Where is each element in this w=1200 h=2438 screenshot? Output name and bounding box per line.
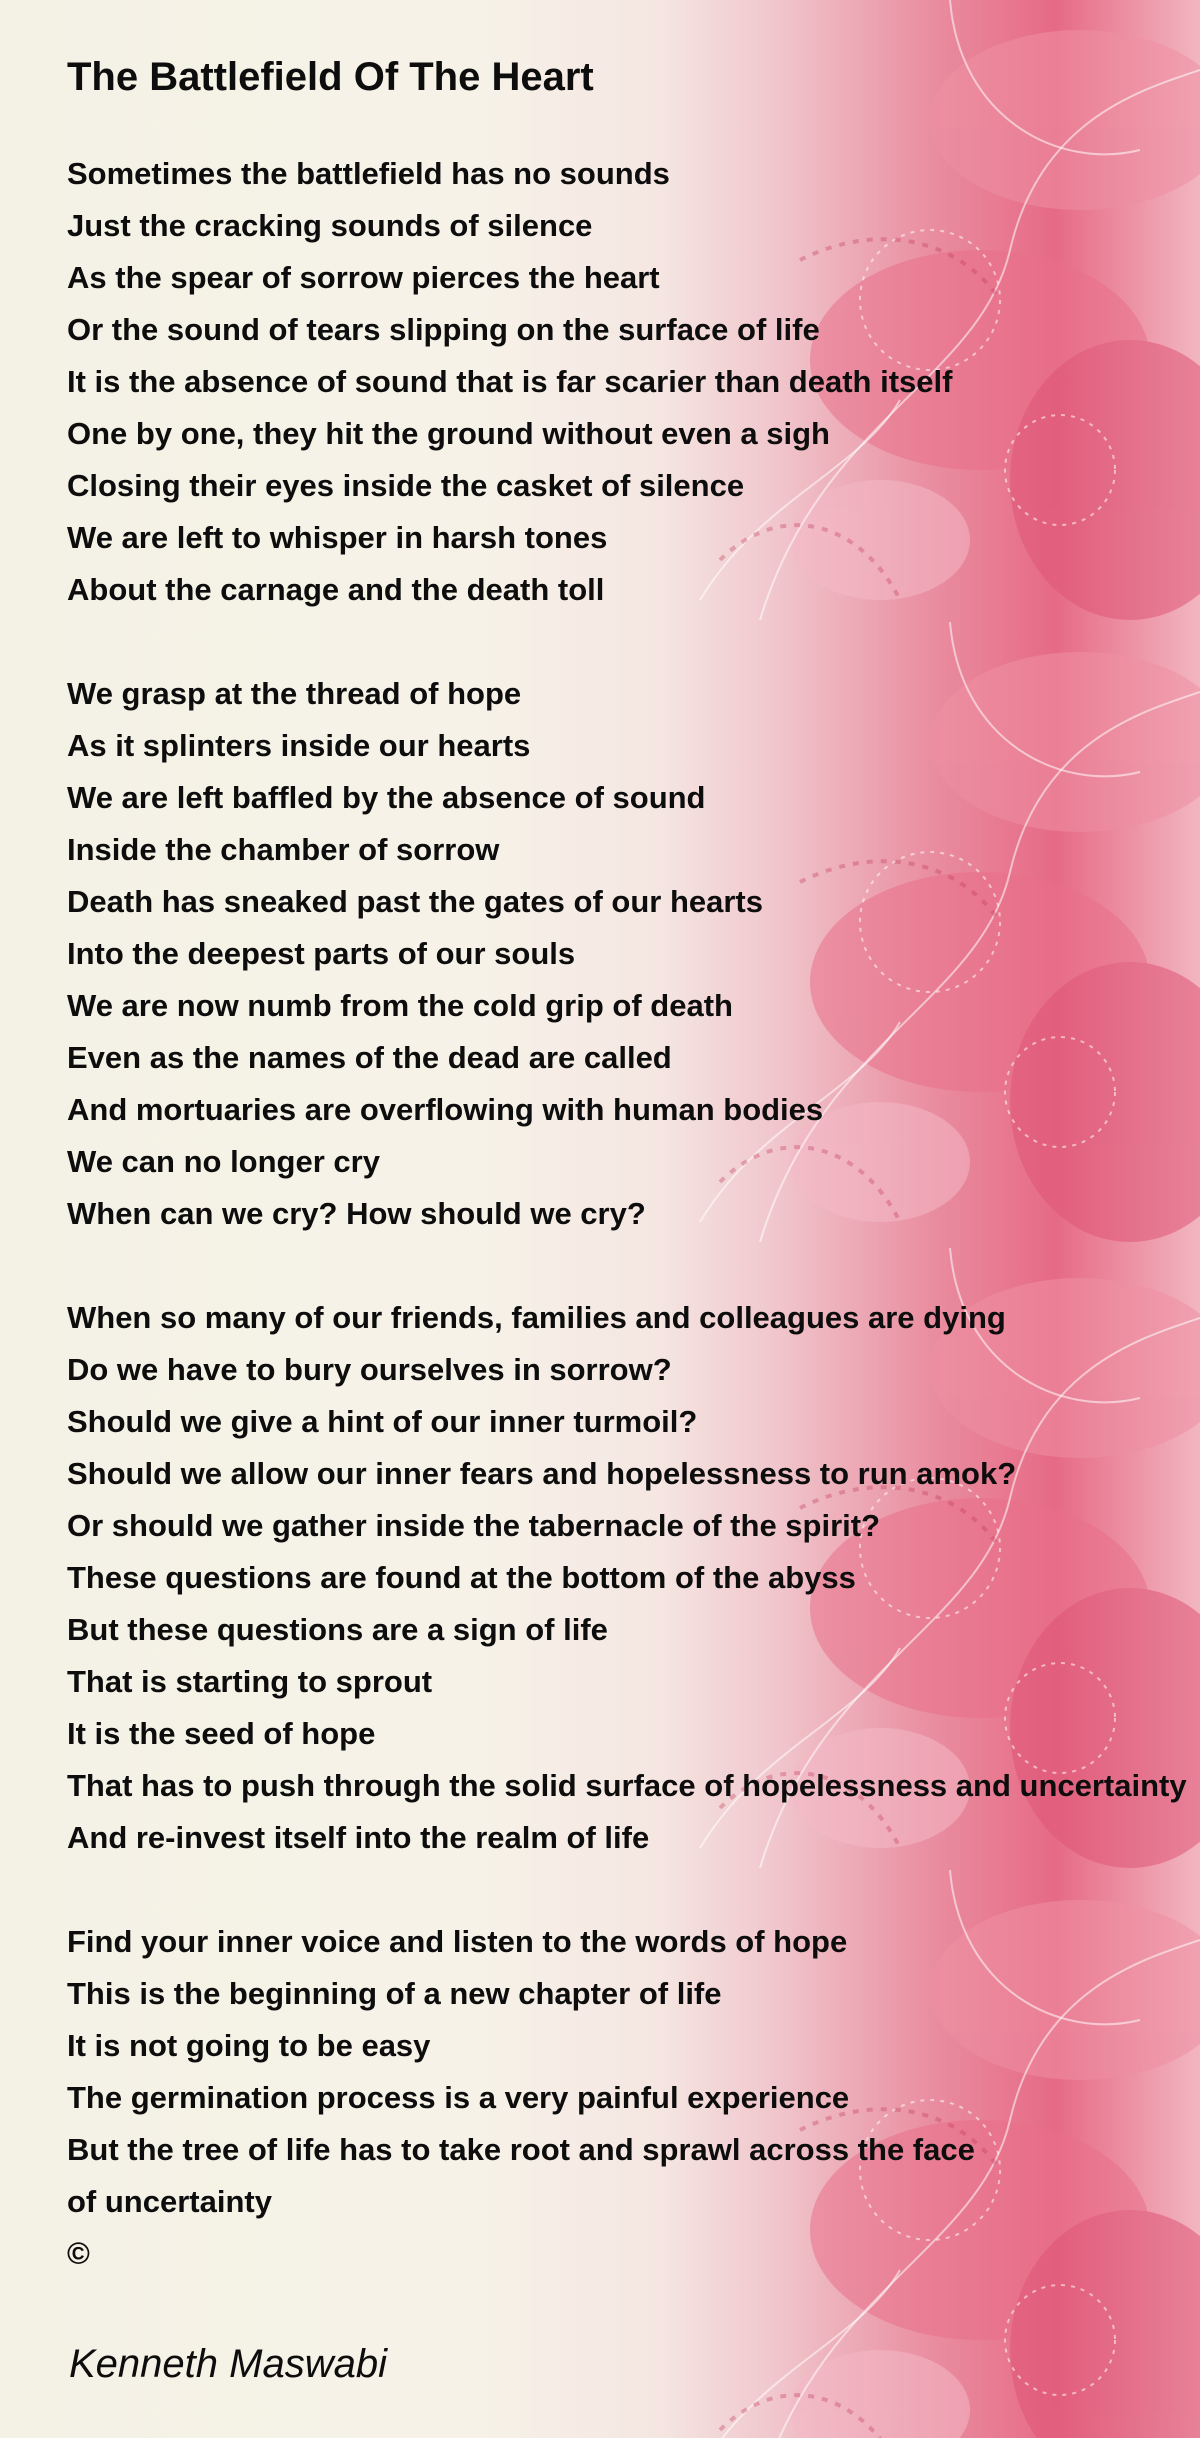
poem-line: Into the deepest parts of our souls [67,936,576,971]
stanza-4 [67,1916,975,2280]
poem-line: Just the cracking sounds of silence [67,208,593,243]
poem-line: About the carnage and the death toll [67,572,605,607]
poem-line: It is not going to be easy [67,2028,431,2063]
poem-line: As the spear of sorrow pierces the heart [67,260,660,295]
author-name: Kenneth Maswabi [69,2342,387,2386]
poem-line: When so many of our friends, families and colleagues are dying [67,1300,1006,1335]
poem-line: It is the seed of hope [67,1716,376,1751]
poem-line: Inside the chamber of sorrow [67,832,500,867]
poem-line: We can no longer cry [67,1144,380,1179]
poem-line: And re-invest itself into the realm of life [67,1820,650,1855]
poem-line: Death has sneaked past the gates of our hearts [67,884,763,919]
stanza-3 [67,1292,1187,1864]
poem-line: That is starting to sprout [67,1664,433,1699]
poem-line: Or the sound of tears slipping on the surface of life [67,312,820,347]
poem-line: We are left to whisper in harsh tones [67,520,608,555]
poem-title: The Battlefield Of The Heart [67,55,594,99]
poem-line: Sometimes the battlefield has no sounds [67,156,670,191]
poem-line: Should we give a hint of our inner turmoil? [67,1404,698,1439]
poem-line: But these questions are a sign of life [67,1612,608,1647]
poem-line: Even as the names of the dead are called [67,1040,672,1075]
poem-line: And mortuaries are overflowing with human bodies [67,1092,824,1127]
stanza-2 [67,668,823,1240]
poem-line: We grasp at the thread of hope [67,676,522,711]
poem-line: Do we have to bury ourselves in sorrow? [67,1352,672,1387]
poem-line: That has to push through the solid surface of hopelessness and uncertainty [67,1768,1187,1803]
poem-line: The germination process is a very painful experience [67,2080,850,2115]
poem-line: Or should we gather inside the tabernacle of the spirit? [67,1508,881,1543]
poem-line: One by one, they hit the ground without even a sigh [67,416,830,451]
poem-line: We are now numb from the cold grip of death [67,988,733,1023]
poem-line: Find your inner voice and listen to the words of hope [67,1924,848,1959]
poem-line: As it splinters inside our hearts [67,728,531,763]
stanza-1 [67,148,952,616]
poem-line: But the tree of life has to take root and sprawl across the face [67,2132,975,2167]
poem-line: These questions are found at the bottom of the abyss [67,1560,856,1595]
poem-line: This is the beginning of a new chapter of life [67,1976,722,2011]
poem-line: When can we cry? How should we cry? [67,1196,646,1231]
copyright-symbol: © [67,2236,90,2271]
poem-line: We are left baffled by the absence of sound [67,780,706,815]
poem-line: Should we allow our inner fears and hopelessness to run amok? [67,1456,1017,1491]
poem-line: Closing their eyes inside the casket of silence [67,468,745,503]
poem-line: It is the absence of sound that is far scarier than death itself [67,364,953,399]
poem-line: of uncertainty [67,2184,272,2219]
